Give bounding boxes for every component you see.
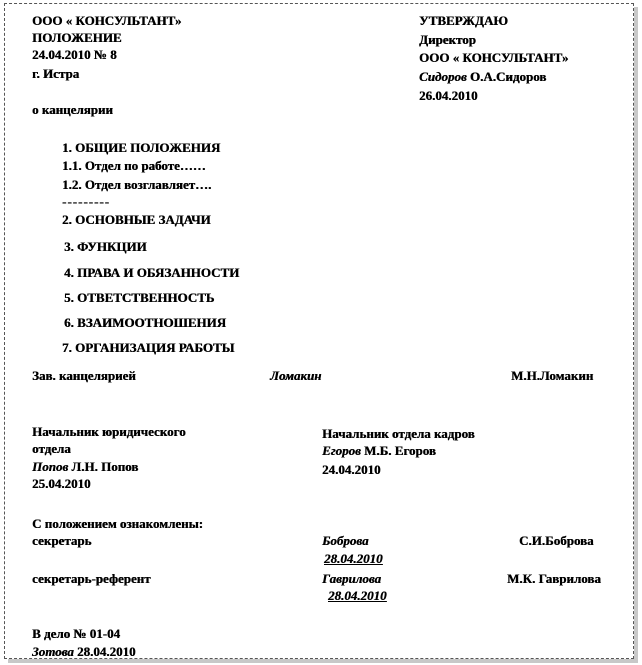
hr-date: 24.04.2010: [322, 462, 381, 477]
legal-signature: Попов: [32, 459, 69, 474]
approval-signature-line: [419, 68, 546, 85]
section-5: 5. ОТВЕТСТВЕННОСТЬ: [64, 290, 215, 305]
section-3: 3. ФУНКЦИИ: [64, 239, 147, 254]
legal-signature-line: [32, 458, 138, 475]
section-2: 2. ОСНОВНЫЕ ЗАДАЧИ: [62, 212, 211, 227]
approval-name: О.А.Сидоров: [469, 69, 547, 84]
head-position: Зав. канцелярией: [32, 368, 136, 383]
section-1-2: 1.2. Отдел возглавляет….: [62, 177, 212, 192]
legal-date: 25.04.2010: [32, 476, 91, 491]
legal-name: Л.Н. Попов: [71, 459, 139, 474]
ack-row-2-position: секретарь-референт: [32, 571, 151, 586]
doc-subject: о канцелярии: [32, 102, 113, 117]
ack-row-1-position: секретарь: [32, 533, 92, 548]
hr-position: Начальник отдела кадров: [322, 426, 475, 441]
doc-city: г. Истра: [32, 66, 80, 81]
ack-title: С положением ознакомлены:: [32, 516, 203, 531]
section-4: 4. ПРАВА И ОБЯЗАННОСТИ: [64, 265, 240, 280]
file-note-date: 28.04.2010: [77, 644, 136, 659]
hr-signature-line: [322, 442, 436, 459]
file-note-signature: Зотова: [32, 644, 74, 659]
file-note: В дело № 01-04: [32, 626, 120, 641]
head-name: М.Н.Ломакин: [511, 368, 594, 383]
legal-position-line1: Начальник юридического: [32, 424, 186, 439]
doc-date-number: 24.04.2010 № 8: [32, 47, 117, 62]
ack-row-2-signature: Гаврилова: [322, 571, 381, 586]
section-7: 7. ОРГАНИЗАЦИЯ РАБОТЫ: [62, 340, 235, 355]
section-dashes: ---------: [62, 194, 110, 209]
section-1-1: 1.1. Отдел по работе……: [62, 158, 206, 173]
approval-signature: Сидоров: [419, 69, 467, 84]
ack-row-2-name: М.К. Гаврилова: [507, 571, 601, 586]
doc-type: ПОЛОЖЕНИЕ: [32, 30, 122, 45]
ack-row-1-date: 28.04.2010: [324, 551, 383, 566]
hr-name: М.Б. Егоров: [364, 443, 436, 458]
file-note-signature-line: [32, 643, 136, 660]
ack-row-1-name: С.И.Боброва: [519, 533, 594, 548]
head-signature: Ломакин: [270, 368, 322, 383]
ack-row-1-signature: Боброва: [322, 533, 369, 548]
org-name: ООО « КОНСУЛЬТАНТ»: [32, 13, 182, 28]
approval-date: 26.04.2010: [419, 88, 478, 103]
section-1: 1. ОБЩИЕ ПОЛОЖЕНИЯ: [62, 140, 221, 155]
ack-row-2-date: 28.04.2010: [328, 588, 387, 603]
section-6: 6. ВЗАИМООТНОШЕНИЯ: [64, 315, 226, 330]
hr-signature: Егоров: [322, 443, 361, 458]
approval-org: ООО « КОНСУЛЬТАНТ»: [419, 50, 569, 65]
approval-position: Директор: [419, 32, 476, 47]
legal-position-line2: отдела: [32, 441, 71, 456]
approval-title: УТВЕРЖДАЮ: [419, 13, 508, 28]
